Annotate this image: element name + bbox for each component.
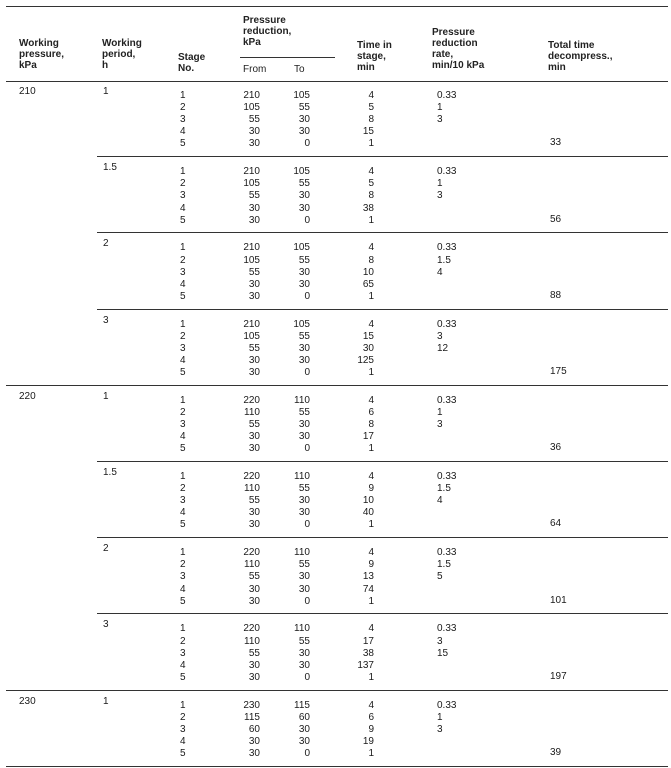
from-pressure: 110 xyxy=(244,559,260,571)
from-pressure: 55 xyxy=(248,571,260,583)
time-in-stage: 137 xyxy=(357,659,374,671)
reduction-rate: 0.33 xyxy=(437,623,457,635)
total-decompression-time: 56 xyxy=(550,213,562,225)
time-in-stage: 1 xyxy=(368,671,374,683)
from-pressure: 210 xyxy=(243,90,260,101)
time-in-stage: 8 xyxy=(368,419,374,430)
working-period-value: 1 xyxy=(103,390,109,402)
to-pressure: 0 xyxy=(304,671,310,683)
working-period-value: 2 xyxy=(103,238,109,250)
stage-number: 3 xyxy=(180,495,186,507)
stage-number: 1 xyxy=(180,623,186,635)
total-decompression-time: 197 xyxy=(550,670,567,682)
reduction-rate: 3 xyxy=(437,635,443,647)
from-pressure: 220 xyxy=(243,547,260,559)
header-text: No. xyxy=(178,63,195,74)
to-pressure: 105 xyxy=(293,166,310,178)
to-pressure: 30 xyxy=(298,114,310,126)
stage-number: 1 xyxy=(180,318,186,330)
time-in-stage: 30 xyxy=(362,342,374,354)
stage-number: 2 xyxy=(180,635,186,647)
header-text: min/10 kPa xyxy=(432,60,485,71)
stage-number: 5 xyxy=(180,595,186,607)
time-in-stage: 1 xyxy=(368,214,374,226)
from-pressure: 55 xyxy=(248,495,260,507)
header-text: kPa xyxy=(19,60,37,71)
from-pressure: 30 xyxy=(248,367,260,378)
time-in-stage: 9 xyxy=(368,723,374,735)
from-pressure: 55 xyxy=(248,266,260,278)
time-in-stage: 13 xyxy=(362,571,374,583)
to-pressure: 30 xyxy=(298,507,310,519)
from-pressure: 105 xyxy=(243,178,260,190)
header-bottom-rule xyxy=(6,81,668,82)
from-pressure: 210 xyxy=(243,318,260,330)
total-decompression-time: 175 xyxy=(550,366,567,377)
stage-number: 3 xyxy=(180,571,186,583)
time-in-stage: 1 xyxy=(368,138,374,150)
stage-number: 4 xyxy=(180,507,186,519)
from-pressure: 230 xyxy=(243,699,260,711)
header-from: From xyxy=(243,64,267,75)
time-in-stage: 40 xyxy=(362,507,374,519)
from-pressure: 30 xyxy=(248,202,260,214)
from-pressure: 105 xyxy=(243,102,260,114)
stage-number: 5 xyxy=(180,748,186,759)
stage-number: 1 xyxy=(180,699,186,711)
stage-number: 2 xyxy=(180,254,186,266)
to-pressure: 30 xyxy=(298,190,310,202)
to-pressure: 30 xyxy=(298,495,310,507)
reduction-rate: 0.33 xyxy=(437,90,457,101)
reduction-rate: 1 xyxy=(437,178,443,190)
from-pressure: 110 xyxy=(244,406,260,418)
header-reduction-rate xyxy=(432,27,484,71)
from-pressure: 210 xyxy=(243,242,260,254)
to-pressure: 30 xyxy=(298,659,310,671)
top-rule xyxy=(6,6,668,7)
from-pressure: 55 xyxy=(248,419,260,430)
stage-number: 3 xyxy=(180,723,186,735)
to-pressure: 55 xyxy=(298,102,310,114)
from-pressure: 220 xyxy=(243,623,260,635)
to-pressure: 55 xyxy=(298,178,310,190)
time-in-stage: 9 xyxy=(368,483,374,495)
time-in-stage: 4 xyxy=(368,699,374,711)
stage-number: 4 xyxy=(180,278,186,290)
time-in-stage: 4 xyxy=(368,394,374,406)
to-pressure: 55 xyxy=(298,406,310,418)
reduction-rate: 1 xyxy=(437,102,443,114)
total-decompression-time: 64 xyxy=(550,518,562,530)
time-in-stage: 15 xyxy=(362,126,374,138)
to-pressure: 0 xyxy=(304,748,310,759)
stage-number: 3 xyxy=(180,342,186,354)
from-pressure: 30 xyxy=(248,214,260,226)
to-pressure: 105 xyxy=(293,318,310,330)
time-in-stage: 38 xyxy=(362,647,374,659)
stage-number: 2 xyxy=(180,178,186,190)
from-pressure: 30 xyxy=(248,138,260,150)
time-in-stage: 125 xyxy=(357,354,374,366)
stage-number: 1 xyxy=(180,547,186,559)
to-pressure: 30 xyxy=(298,735,310,747)
to-pressure: 115 xyxy=(294,699,310,711)
pressure-reduction-rule xyxy=(240,57,335,58)
header-text: min xyxy=(548,62,566,73)
from-pressure: 110 xyxy=(244,483,260,495)
to-pressure: 55 xyxy=(298,254,310,266)
to-pressure: 110 xyxy=(294,471,310,482)
time-in-stage: 8 xyxy=(368,190,374,202)
working-period-value: 1.5 xyxy=(103,162,117,174)
period-block-rule xyxy=(97,537,668,538)
time-in-stage: 17 xyxy=(362,635,374,647)
from-pressure: 30 xyxy=(248,519,260,531)
stage-number: 3 xyxy=(180,266,186,278)
period-block-rule xyxy=(97,232,668,233)
time-in-stage: 1 xyxy=(368,367,374,378)
time-in-stage: 65 xyxy=(362,278,374,290)
reduction-rate: 0.33 xyxy=(437,318,457,330)
reduction-rate: 4 xyxy=(437,495,443,507)
time-in-stage: 10 xyxy=(362,495,374,507)
working-period-value: 3 xyxy=(103,314,109,326)
from-pressure: 55 xyxy=(248,647,260,659)
time-in-stage: 4 xyxy=(368,90,374,101)
header-working-pressure xyxy=(19,38,64,71)
stage-number: 2 xyxy=(180,102,186,114)
time-in-stage: 74 xyxy=(362,583,374,595)
stage-number: 5 xyxy=(180,138,186,150)
time-in-stage: 4 xyxy=(368,242,374,254)
header-text: rate, xyxy=(432,49,454,60)
stage-number: 5 xyxy=(180,519,186,531)
from-pressure: 210 xyxy=(243,166,260,178)
stage-number: 5 xyxy=(180,671,186,683)
to-pressure: 55 xyxy=(298,483,310,495)
reduction-rate: 0.33 xyxy=(437,699,457,711)
to-pressure: 30 xyxy=(298,342,310,354)
from-pressure: 30 xyxy=(248,443,260,455)
total-decompression-time: 33 xyxy=(550,137,562,149)
from-pressure: 60 xyxy=(248,723,260,735)
header-text: stage, xyxy=(357,51,386,62)
from-pressure: 30 xyxy=(248,583,260,595)
working-period-value: 1.5 xyxy=(103,467,117,478)
time-in-stage: 19 xyxy=(362,735,374,747)
reduction-rate: 0.33 xyxy=(437,394,457,406)
to-pressure: 60 xyxy=(298,711,310,723)
time-in-stage: 4 xyxy=(368,623,374,635)
to-pressure: 30 xyxy=(298,354,310,366)
reduction-rate: 4 xyxy=(437,266,443,278)
time-in-stage: 4 xyxy=(368,318,374,330)
reduction-rate: 0.33 xyxy=(437,242,457,254)
to-pressure: 30 xyxy=(298,266,310,278)
from-pressure: 30 xyxy=(248,595,260,607)
stage-number: 2 xyxy=(180,483,186,495)
to-pressure: 105 xyxy=(293,90,310,101)
time-in-stage: 38 xyxy=(362,202,374,214)
to-pressure: 30 xyxy=(298,278,310,290)
header-text: Pressure xyxy=(432,27,475,38)
header-text: Stage xyxy=(178,52,206,63)
stage-number: 3 xyxy=(180,190,186,202)
to-pressure: 110 xyxy=(294,623,310,635)
to-pressure: 30 xyxy=(298,583,310,595)
from-pressure: 55 xyxy=(248,114,260,126)
header-to: To xyxy=(294,64,305,75)
stage-number: 3 xyxy=(180,114,186,126)
to-pressure: 55 xyxy=(298,635,310,647)
reduction-rate: 3 xyxy=(437,723,443,735)
pressure-group-rule xyxy=(6,766,668,767)
header-working-period xyxy=(102,38,142,71)
header-text: h xyxy=(102,60,109,71)
from-pressure: 30 xyxy=(248,290,260,302)
time-in-stage: 10 xyxy=(362,266,374,278)
time-in-stage: 6 xyxy=(368,406,374,418)
header-text: kPa xyxy=(243,37,261,48)
to-pressure: 55 xyxy=(298,559,310,571)
total-decompression-time: 39 xyxy=(550,747,562,758)
stage-number: 3 xyxy=(180,419,186,430)
reduction-rate: 5 xyxy=(437,571,443,583)
to-pressure: 55 xyxy=(298,330,310,342)
reduction-rate: 3 xyxy=(437,330,443,342)
working-period-value: 1 xyxy=(103,695,109,707)
to-pressure: 110 xyxy=(294,547,310,559)
stage-number: 4 xyxy=(180,202,186,214)
header-stage xyxy=(178,52,205,74)
time-in-stage: 1 xyxy=(368,595,374,607)
working-pressure-value: 230 xyxy=(19,695,36,707)
stage-number: 1 xyxy=(180,90,186,101)
reduction-rate: 3 xyxy=(437,114,443,126)
from-pressure: 105 xyxy=(243,330,260,342)
to-pressure: 0 xyxy=(304,214,310,226)
header-text: Working xyxy=(19,38,59,49)
period-block-rule xyxy=(97,461,668,462)
time-in-stage: 15 xyxy=(362,330,374,342)
period-block-rule xyxy=(97,613,668,614)
time-in-stage: 4 xyxy=(368,166,374,178)
stage-number: 2 xyxy=(180,711,186,723)
stage-number: 4 xyxy=(180,431,186,443)
from-pressure: 220 xyxy=(243,394,260,406)
stage-number: 4 xyxy=(180,583,186,595)
time-in-stage: 17 xyxy=(362,431,374,443)
period-block-rule xyxy=(97,156,668,157)
from-pressure: 30 xyxy=(248,735,260,747)
from-pressure: 110 xyxy=(244,635,260,647)
reduction-rate: 3 xyxy=(437,419,443,430)
header-text: min xyxy=(357,62,375,73)
total-decompression-time: 101 xyxy=(550,594,567,606)
time-in-stage: 1 xyxy=(368,290,374,302)
time-in-stage: 4 xyxy=(368,471,374,482)
from-pressure: 30 xyxy=(248,671,260,683)
header-text: reduction, xyxy=(243,26,292,37)
from-pressure: 115 xyxy=(244,711,260,723)
header-total-time xyxy=(548,40,612,73)
reduction-rate: 1 xyxy=(437,406,443,418)
from-pressure: 30 xyxy=(248,659,260,671)
to-pressure: 30 xyxy=(298,571,310,583)
header-text: Time in xyxy=(357,40,392,51)
reduction-rate: 0.33 xyxy=(437,166,457,178)
reduction-rate: 1 xyxy=(437,711,443,723)
time-in-stage: 8 xyxy=(368,254,374,266)
reduction-rate: 0.33 xyxy=(437,471,457,482)
reduction-rate: 1.5 xyxy=(437,559,451,571)
period-block-rule xyxy=(97,309,668,310)
header-pressure-reduction xyxy=(243,15,291,48)
working-period-value: 1 xyxy=(103,86,109,97)
stage-number: 4 xyxy=(180,354,186,366)
to-pressure: 0 xyxy=(304,443,310,455)
from-pressure: 30 xyxy=(248,507,260,519)
reduction-rate: 3 xyxy=(437,190,443,202)
from-pressure: 30 xyxy=(248,748,260,759)
from-pressure: 30 xyxy=(248,431,260,443)
time-in-stage: 5 xyxy=(368,102,374,114)
working-pressure-value: 220 xyxy=(19,390,36,402)
stage-number: 1 xyxy=(180,394,186,406)
header-text: Total time xyxy=(548,40,595,51)
to-pressure: 30 xyxy=(298,647,310,659)
total-decompression-time: 88 xyxy=(550,289,562,301)
stage-number: 5 xyxy=(180,443,186,455)
from-pressure: 30 xyxy=(248,278,260,290)
to-pressure: 30 xyxy=(298,431,310,443)
stage-number: 5 xyxy=(180,290,186,302)
stage-number: 1 xyxy=(180,166,186,178)
from-pressure: 55 xyxy=(248,342,260,354)
working-period-value: 2 xyxy=(103,543,109,555)
to-pressure: 0 xyxy=(304,595,310,607)
time-in-stage: 4 xyxy=(368,547,374,559)
reduction-rate: 1.5 xyxy=(437,254,451,266)
stage-number: 1 xyxy=(180,471,186,482)
stage-number: 3 xyxy=(180,647,186,659)
pressure-group-rule xyxy=(6,690,668,691)
working-pressure-value: 210 xyxy=(19,86,36,97)
reduction-rate: 15 xyxy=(437,647,449,659)
time-in-stage: 6 xyxy=(368,711,374,723)
pressure-group-rule xyxy=(6,385,668,386)
stage-number: 5 xyxy=(180,214,186,226)
to-pressure: 0 xyxy=(304,367,310,378)
to-pressure: 110 xyxy=(294,394,310,406)
to-pressure: 0 xyxy=(304,290,310,302)
from-pressure: 220 xyxy=(243,471,260,482)
to-pressure: 30 xyxy=(298,723,310,735)
to-pressure: 30 xyxy=(298,126,310,138)
stage-number: 5 xyxy=(180,367,186,378)
stage-number: 2 xyxy=(180,330,186,342)
header-time-in-stage xyxy=(357,40,392,73)
time-in-stage: 1 xyxy=(368,519,374,531)
reduction-rate: 1.5 xyxy=(437,483,451,495)
header-text: Pressure xyxy=(243,15,286,26)
stage-number: 2 xyxy=(180,406,186,418)
from-pressure: 105 xyxy=(243,254,260,266)
reduction-rate: 0.33 xyxy=(437,547,457,559)
stage-number: 4 xyxy=(180,126,186,138)
to-pressure: 0 xyxy=(304,138,310,150)
total-decompression-time: 36 xyxy=(550,442,562,454)
stage-number: 4 xyxy=(180,659,186,671)
from-pressure: 55 xyxy=(248,190,260,202)
from-pressure: 30 xyxy=(248,126,260,138)
header-text: period, xyxy=(102,49,136,60)
time-in-stage: 9 xyxy=(368,559,374,571)
time-in-stage: 8 xyxy=(368,114,374,126)
time-in-stage: 1 xyxy=(368,443,374,455)
header-text: Working xyxy=(102,38,142,49)
header-text: pressure, xyxy=(19,49,65,60)
stage-number: 4 xyxy=(180,735,186,747)
to-pressure: 0 xyxy=(304,519,310,531)
time-in-stage: 1 xyxy=(368,748,374,759)
working-period-value: 3 xyxy=(103,619,109,631)
reduction-rate: 12 xyxy=(437,342,449,354)
time-in-stage: 5 xyxy=(368,178,374,190)
to-pressure: 30 xyxy=(298,419,310,430)
to-pressure: 30 xyxy=(298,202,310,214)
stage-number: 2 xyxy=(180,559,186,571)
header-text: reduction xyxy=(432,38,478,49)
from-pressure: 30 xyxy=(248,354,260,366)
to-pressure: 105 xyxy=(293,242,310,254)
header-text: decompress., xyxy=(548,51,613,62)
stage-number: 1 xyxy=(180,242,186,254)
